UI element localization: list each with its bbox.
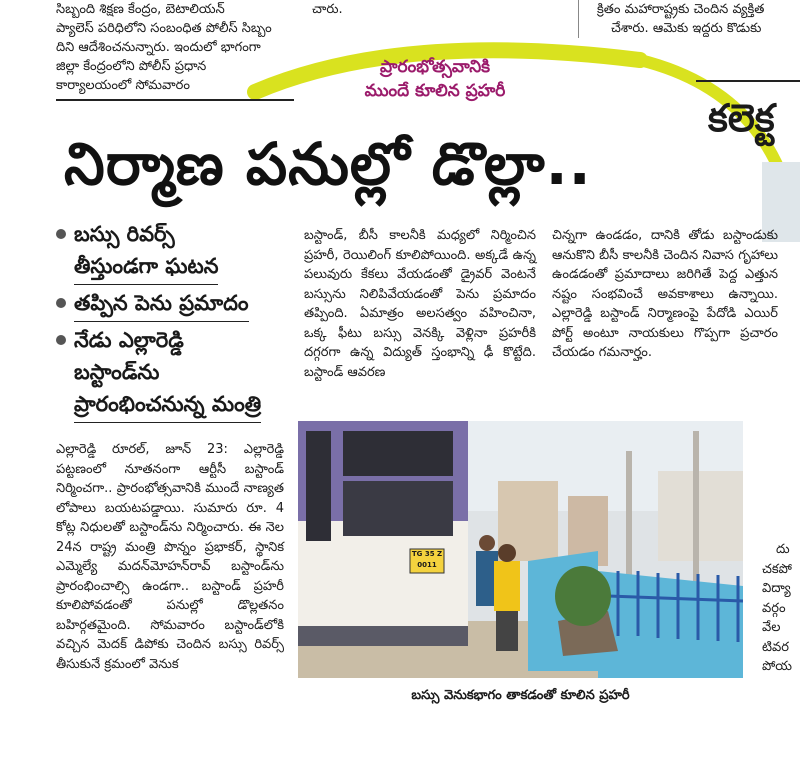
bullet-icon <box>56 335 66 345</box>
bullet-text: బస్టాండ్‌ను <box>74 360 160 384</box>
bullet-text: నేడు ఎల్లారెడ్డి <box>74 328 184 352</box>
fragment-line: సిబ్బంది శిక్షణ కేంద్రం, బెటాలియన్ <box>56 2 225 17</box>
article-column-3: చిన్నగా ఉండడం, దానికి తోడు బస్టాండుకు ఆనుకొని బీసీ కాలనీకి చెందిన నివాస గృహాలు ఉండడంతో ప్రమాదాలు జరిగితే పెద్ద ఎత్తున నష్టం సంభవించే అవకాశాలు ఉన్నాయి. ఎల్లారెడ్డి బస్టాండ్‌ నిర్మాణంపై పేదోడి ఎయిర్‌ పోర్ట్‌ అంటూ నాయకులు గొప్పగా ప్రచారం చేయడం గమనార్హం. <box>552 228 778 360</box>
top-middle-fragment <box>312 0 552 19</box>
fragment-line: టివర <box>762 639 789 655</box>
bullet-text: తీస్తుండగా ఘటన <box>74 250 218 285</box>
divider <box>696 80 800 82</box>
bullet-icon <box>56 229 66 239</box>
fragment-line: విద్యా <box>762 581 791 596</box>
fragment-line: వర్గం <box>762 600 786 616</box>
bus-number-plate: TG 35 Z 0011 <box>411 550 443 569</box>
article-column-2: బస్టాండ్‌, బీసీ కాలనీకి మధ్యలో నిర్మించిన ప్రహరీ, రెయిలింగ్‌ కూలిపోయింది. అక్కడే ఉన్న పలువురు కేకలు వేయడంతో డ్రైవర్‌ వెంటనే బస్సును నిలిపివేయడంతో పెను ప్రమాదం తప్పింది. ఏమాత్రం అలసత్వం వహించినా, ఒక్క ఫీటు బస్సు వెనక్కి వెళ్లినా ప్రహరీకి దగ్గరగా ఉన్న విద్యుత్‌ స్తంభాన్ని ఢీ కొట్టేది. బస్టాండ్‌ ఆవరణ <box>304 228 536 380</box>
bullet-text: ప్రారంభించనున్న మంత్రి <box>74 388 261 423</box>
kicker-line-1: ప్రారంభోత్సవానికి <box>379 57 491 77</box>
bullet-text: బస్సు రివర్స్ <box>74 222 175 246</box>
bullet-icon <box>56 298 66 308</box>
article-column-1: ఎల్లారెడ్డి రూరల్‌, జూన్‌ 23: ఎల్లారెడ్డి పట్టణంలో నూతనంగా ఆర్టీసీ బస్టాండ్‌ నిర్మించగా.. ప్రారంభోత్సవానికి ముందే నాణ్యత లోపాలు బయటపడ్డాయి. సుమారు రూ. 4 కోట్ల నిధులతో బస్టాండ్‌ను నిర్మించారు. ఈ నెల 24న రాష్ట్ర మంత్రి పొన్నం ప్రభాకర్‌, స్థానిక ఎమ్మెల్యే మదన్‌మోహన్‌రావ్‌ బస్టాండ్‌ను ప్రారంభించాల్సి ఉండగా.. బస్టాండ్‌ ప్రహరీ కూలిపోవడంతో పనుల్లో డొల్లతనం బహిర్గతమైంది. సోమవారం బస్టాండ్‌లోకి వచ్చిన మెదక్‌ డిపోకు చెందిన బస్సు రివర్స్‌ తీసుకునే క్రమంలో వెనుక <box>56 442 284 672</box>
fragment-line: దిని ఆదేశించనున్నారు. ఇందులో భాగంగా <box>56 40 261 55</box>
kicker-line-2: ముందే కూలిన ప్రహరీ <box>364 81 506 101</box>
collector-headline-fragment: కలెక్ట <box>708 96 775 140</box>
fragment-line: దు <box>776 542 790 557</box>
fragment-line: వేల <box>762 620 781 635</box>
fragment-line: కార్యాలయంలో సోమవారం <box>56 78 190 93</box>
fragment-line: క్రితం మహారాష్ట్రకు చెందిన వ్యక్తిత <box>597 2 765 17</box>
fragment-line: ప్యాలెస్ పరిధిలోని సంబంధిత పోలీస్ సిబ్బం <box>56 21 272 36</box>
top-right-fragment <box>578 0 800 38</box>
bus-wall-illustration <box>298 421 743 678</box>
right-edge-fragment <box>762 540 800 677</box>
fragment-line: జిల్లా కేంద్రంలోని పోలీస్ ప్రధాన <box>56 59 207 74</box>
photo-caption: బస్సు వెనుకభాగం తాకడంతో కూలిన ప్రహరీ <box>411 688 630 703</box>
bullet-item <box>56 218 296 285</box>
news-photo <box>298 421 743 678</box>
bullet-text: తప్పిన పెను ప్రమాదం <box>74 287 249 322</box>
fragment-line: చేశారు. ఆమెకు ఇద్దరు కొడుకు <box>611 21 762 36</box>
bullet-item <box>56 287 296 322</box>
fragment-line: చకపో <box>762 561 792 577</box>
headline: నిర్మాణ పనుల్లో డొల్లా.. <box>64 130 592 198</box>
kicker <box>330 55 540 103</box>
top-left-fragment <box>56 0 292 95</box>
bullet-item <box>56 324 296 423</box>
fragment-line: చారు. <box>312 2 343 17</box>
divider <box>56 99 294 101</box>
bullet-list <box>56 218 296 423</box>
fragment-line: పోయ <box>762 659 792 674</box>
